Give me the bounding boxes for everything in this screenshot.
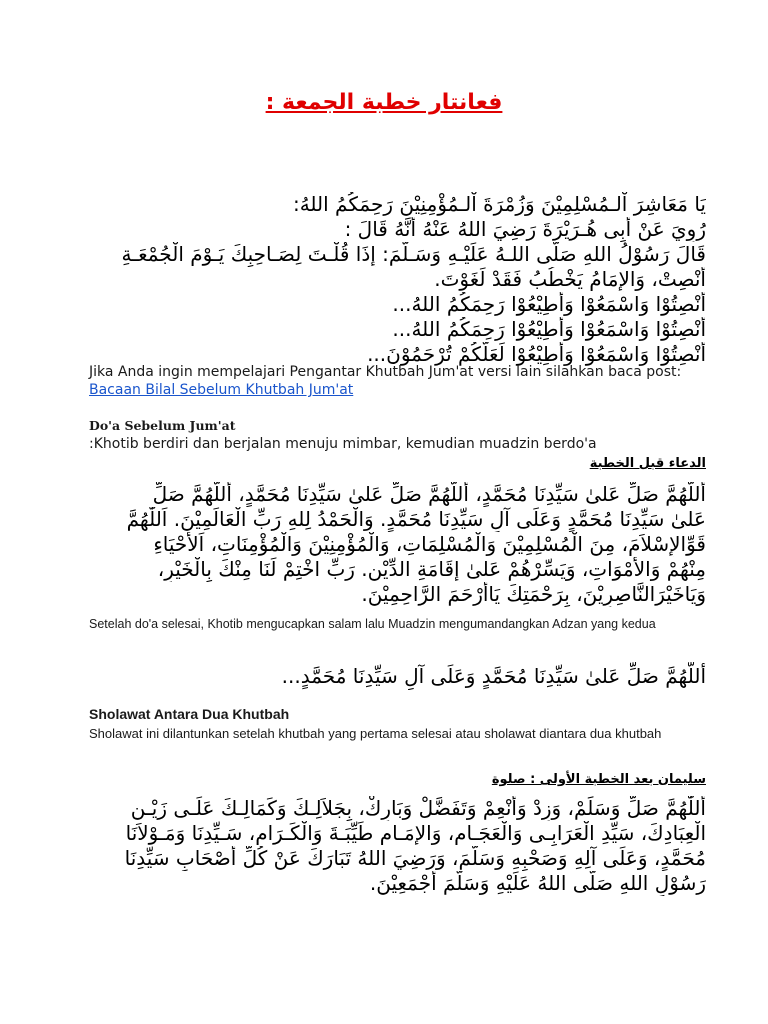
shalawat-short — [88, 662, 706, 690]
arabic-line: عَلىٰ سَيِّدِنَا مُحَمَّدٍ وَعَلَى آلِ سَيِّدِنَا مُحَمَّدٍ. وَالْحَمْدُ لِلهِ رَبِّ الْعَالَمِيْنَ. اَللّٰهُمَّ — [126, 507, 706, 531]
arabic-line: قَوِّالإِسْلاَمَ، مِنَ الْمُسْلِمِيْنَ وَالْمُسْلِمَاتِ، وَالْمُؤْمِنِيْنَ وَالْمُؤْمِنَاتِ، اَلأَحْيَاءِ — [153, 532, 706, 556]
arabic-line: أَللّٰهُمَّ صَلِّ وَسَلِّمْ، وَزِدْ وَأَنْعِمْ وَتَفَضَّلْ وَبَارِكْ، بِجَلاَلِـكَ وَكَمَالِـكَ عَلَـى زَيْـنِ — [130, 796, 706, 820]
arabic-line: أَنْصِتُوْا وَاسْمَعُوْا وَأَطِيْعُوْا لَعَلَّكُمْ تُرْحَمُوْنَ... — [367, 342, 706, 366]
bacaan-bilal-link[interactable]: Bacaan Bilal Sebelum Khutbah Jum'at — [89, 382, 354, 398]
arabic-line: أَللَّهُمَّ صَلِّ عَلىٰ سَيِّدِنَا مُحَمَّدٍ، أَللَّهُمَّ صَلِّ عَلىٰ سَيِّدِنَا مُحَمَّدٍ، أَللَّهُمَّ صَلِّ — [152, 482, 706, 506]
arabic-line: مِنْهُمْ وَالأَمْوَاتِ، وَيَسِّرْهُمْ عَلىٰ إِقَامَةِ الدِّيْنِ. رَبِّ اخْتِمْ لَنَا مِنْكَ بِالْخَيْرِ، — [157, 557, 706, 581]
arabic-line: قَالَ رَسُوْلُ اللهِ صَلَّى اللـهُ عَلَيْـهِ وَسَـلَّمَ: إِذَا قُلْـتَ لِصَـاحِبِكَ يَـوْمَ الْجُمْعَـةِ — [121, 242, 706, 266]
info-paragraph — [89, 363, 709, 399]
arabic-line: أَنْصِتُوْا وَاسْمَعُوْا وَأَطِيْعُوْا رَحِمَكُمُ اللهُ... — [392, 292, 706, 316]
sholawat-description: Sholawat ini dilantunkan setelah khutbah yang pertama selesai atau sholawat diantara dua khutbah — [89, 726, 662, 741]
sholawat-arabic-block — [88, 796, 706, 896]
arabic-line: وَيَاخَيْرَالنَّاصِرِيْنَ، بِرَحْمَتِكَ يَاأَرْحَمَ الرَّاحِمِيْنَ. — [361, 582, 706, 606]
info-text: Jika Anda ingin mempelajari Pengantar Khutbah Jum'at versi lain silahkan baca post: — [89, 364, 682, 380]
sholawat-arabic-heading: سليمان بعد الخطبة الأولى : صلوة — [491, 772, 706, 787]
arabic-line: مُحَمَّدٍ، وَعَلَى آلِهِ وَصَحْبِهِ وَسَلَّمَ، وَرَضِيَ اللهُ تَبَارَكَ عَنْ كُلِّ أَصْحَابِ سَيِّدِنَا — [124, 846, 706, 870]
arabic-line: الْعِبَادِكَ، سَيِّدِ الْعَرَابِـى وَالْعَجَـامِ، وَالإِمَـامِ طَيِّبَـةَ وَالْكَـرَامِ، سَـيِّدِنَا وَمَـوْلاَنَا — [125, 821, 706, 845]
page-title: فعانتار خطبة الجمعة : — [265, 90, 503, 115]
after-doa-note: Setelah do'a selesai, Khotib mengucapkan salam lalu Muadzin mengumandangkan Adzan yang kedua — [89, 617, 656, 631]
doa-instruction: :Khotib berdiri dan berjalan menuju mimbar, kemudian muadzin berdo'a — [89, 436, 597, 452]
arabic-line: رَسُوْلِ اللهِ صَلَّى اللهُ عَلَيْهِ وَسَلَّمَ أَجْمَعِيْنَ. — [369, 871, 706, 895]
arabic-line: يَا مَعَاشِرَ اْلـمُسْلِمِيْنَ وَزُمْرَةَ اْلـمُؤْمِنِيْنَ رَحِمَكُمُ اللهُ: — [292, 192, 706, 216]
arabic-line: أَنْصِتْ، وَالإِمَامُ يَخْطُبُ فَقَدْ لَغَوْتَ. — [434, 267, 706, 291]
arabic-line: أَنْصِتُوْا وَاسْمَعُوْا وَأَطِيْعُوْا رَحِمَكُمُ اللهُ... — [392, 317, 706, 341]
doa-arabic-block — [88, 482, 706, 607]
sholawat-heading: Sholawat Antara Dua Khutbah — [89, 706, 290, 722]
doa-arabic-heading: الدعاء قبل الخطبة — [589, 456, 706, 471]
intro-arabic-block — [88, 192, 706, 367]
doa-heading: Do'a Sebelum Jum'at — [89, 418, 236, 433]
arabic-line: رُوِيَ عَنْ أَبِى هُـرَيْرَةَ رَضِيَ اللهُ عَنْهُ أَنَّهُ قَالَ : — [344, 217, 706, 241]
arabic-line: أَللَّهُمَّ صَلِّ عَلىٰ سَيِّدِنَا مُحَمَّدٍ وَعَلَى آلِ سَيِّدِنَا مُحَمَّدٍ... — [281, 664, 706, 688]
